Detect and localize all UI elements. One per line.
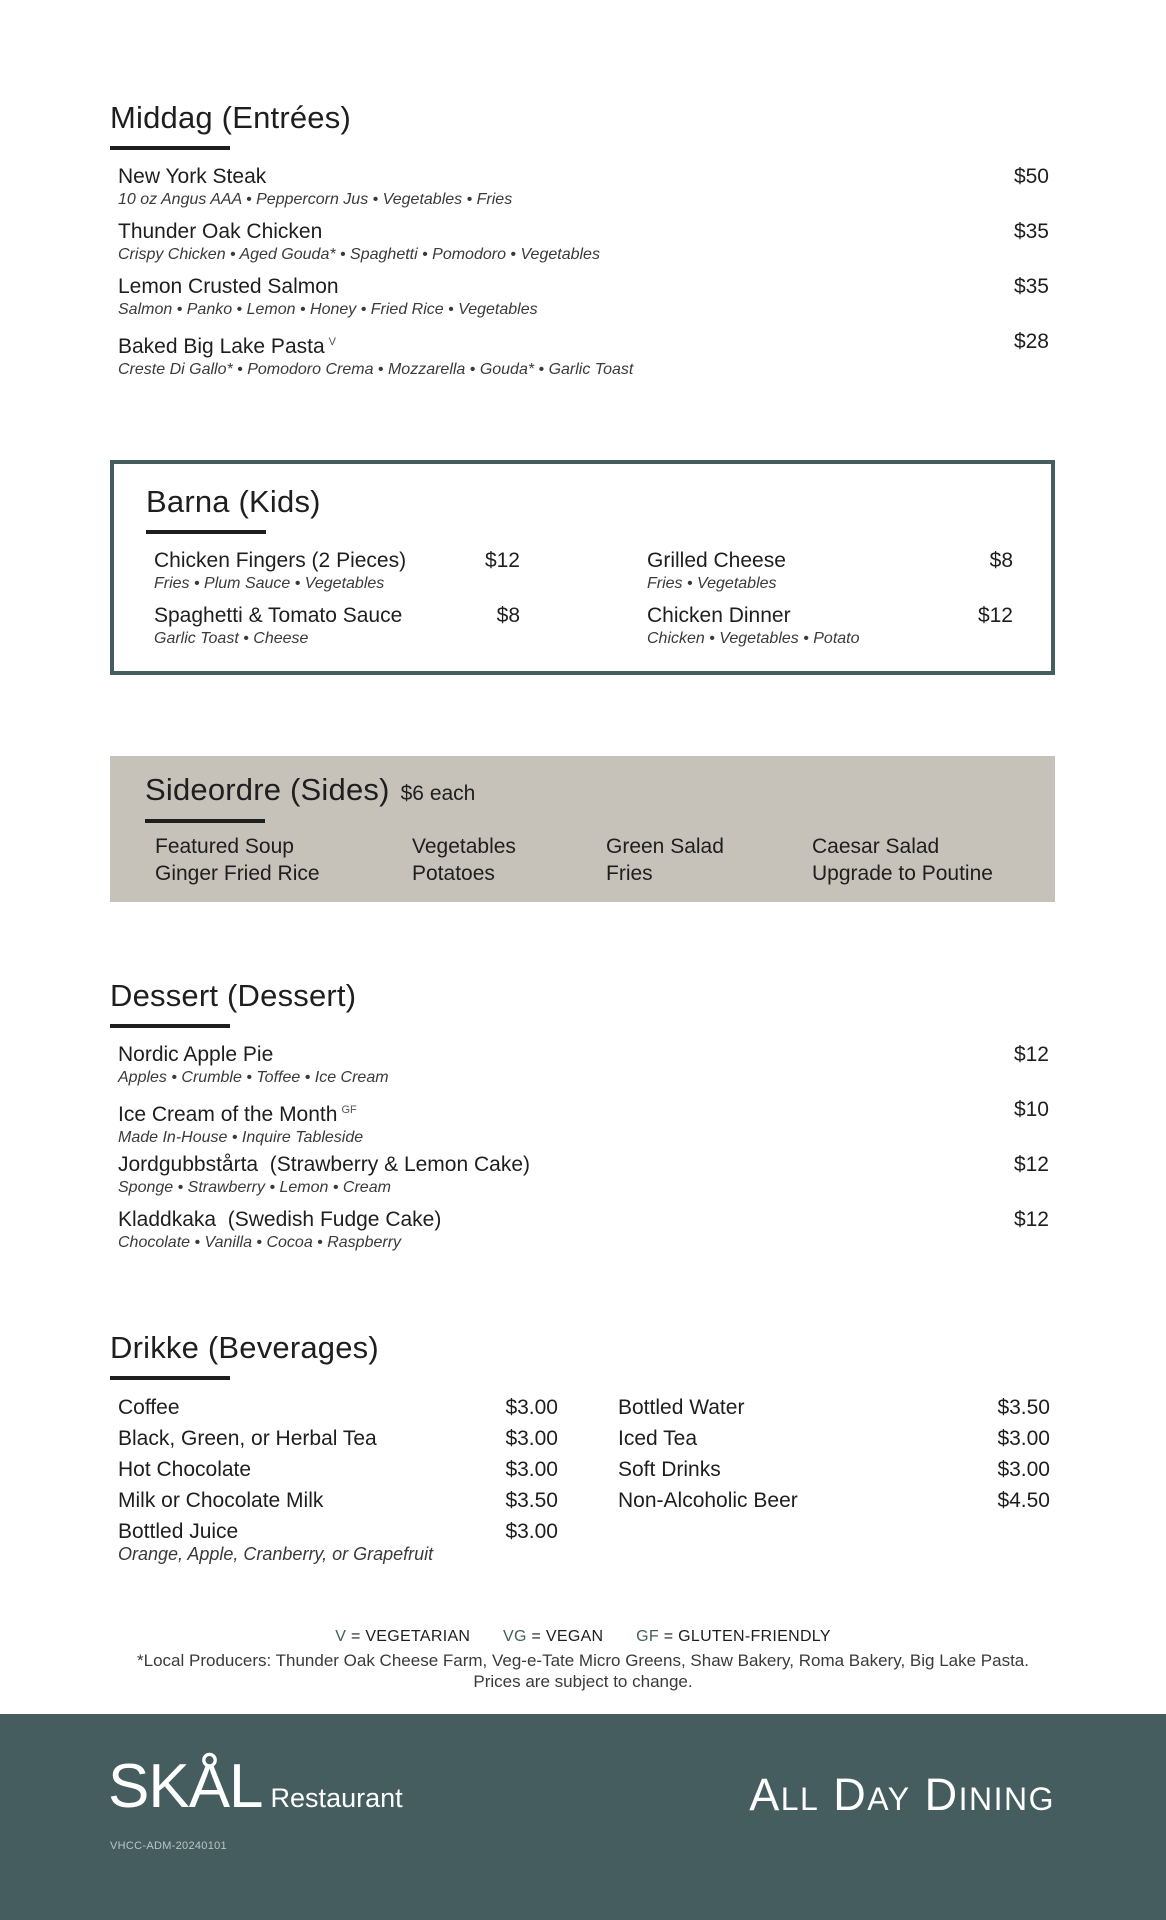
drinks-column-right — [618, 1394, 1050, 1518]
item-name: Baked Big Lake Pasta $^V$ — [118, 335, 336, 358]
tagline: All Day Dining — [749, 1769, 1055, 1820]
side-item: Vegetables — [412, 835, 516, 858]
item-name: Ice Cream of the Month $^{GF}$ — [118, 1103, 357, 1126]
item-description: Garlic Toast • Cheese — [154, 630, 309, 647]
drink-item — [118, 1487, 558, 1518]
section-title: Dessert (Dessert) — [110, 978, 357, 1013]
section-beverages — [110, 1332, 1055, 1574]
drink-price: $3.00 — [505, 1458, 558, 1481]
title-underline — [110, 1376, 230, 1380]
item-description: Made In-House • Inquire Tableside — [118, 1129, 364, 1146]
drink-name: Black, Green, or Herbal Tea — [118, 1427, 377, 1450]
side-item: Green Salad — [606, 835, 724, 858]
side-item: Fries — [606, 862, 653, 885]
item-description: Salmon • Panko • Lemon • Honey • Fried Rice • Vegetables — [118, 301, 538, 318]
drink-item — [618, 1456, 1050, 1487]
menu-item — [639, 548, 1019, 603]
item-price: $8 — [496, 604, 520, 627]
producers-note: *Local Producers: Thunder Oak Cheese Farm, Veg-e-Tate Micro Greens, Shaw Bakery, Roma Bakery, Big Lake Pasta. — [137, 1651, 1029, 1670]
menu-item — [110, 1207, 1055, 1262]
sides-column — [155, 833, 320, 887]
menu-item — [110, 164, 1055, 219]
drink-price: $3.00 — [997, 1427, 1050, 1450]
menu-item — [110, 274, 1055, 329]
item-name: Kladdkaka (Swedish Fudge Cake) — [118, 1208, 442, 1231]
item-price: $12 — [484, 549, 520, 572]
dietary-mark: V — [328, 336, 336, 348]
side-item: Upgrade to Poutine — [812, 862, 993, 885]
item-price: $35 — [1013, 220, 1049, 243]
section-dessert — [110, 980, 1055, 1262]
item-name: Chicken Fingers (2 Pieces) — [154, 549, 407, 572]
legend-row — [0, 1628, 1166, 1646]
section-kids — [110, 460, 1055, 675]
drink-price: $4.50 — [997, 1489, 1050, 1512]
kids-column-right — [639, 548, 1019, 658]
item-price: $8 — [989, 549, 1013, 572]
item-price: $12 — [1013, 1043, 1049, 1066]
drink-name: Iced Tea — [618, 1427, 698, 1450]
drink-item — [618, 1425, 1050, 1456]
drink-item — [118, 1518, 558, 1549]
logo-wordmark: SKÅL — [108, 1752, 263, 1821]
sides-column — [606, 833, 724, 887]
item-price: $28 — [1013, 330, 1049, 353]
item-price: $12 — [1013, 1208, 1049, 1231]
item-price: $12 — [977, 604, 1013, 627]
menu-item — [110, 1152, 1055, 1207]
menu-item — [146, 603, 526, 658]
legend-gluten-friendly: GF = GLUTEN-FRIENDLY — [636, 1628, 831, 1645]
menu-item — [110, 329, 1055, 384]
side-item: Caesar Salad — [812, 835, 940, 858]
document-code: VHCC-ADM-20240101 — [110, 1840, 227, 1852]
item-description: Chocolate • Vanilla • Cocoa • Raspberry — [118, 1234, 402, 1251]
drink-price: $3.00 — [505, 1520, 558, 1543]
drink-price: $3.50 — [505, 1489, 558, 1512]
kids-column-left — [146, 548, 526, 658]
item-description: Creste Di Gallo* • Pomodoro Crema • Mozzarella • Gouda* • Garlic Toast — [118, 361, 634, 378]
side-item: Featured Soup — [155, 835, 294, 858]
item-description: Sponge • Strawberry • Lemon • Cream — [118, 1179, 391, 1196]
dietary-mark: GF — [341, 1104, 357, 1116]
drink-price: $3.00 — [505, 1396, 558, 1419]
item-name: Jordgubbstårta (Strawberry & Lemon Cake) — [118, 1153, 531, 1176]
item-description: Apples • Crumble • Toffee • Ice Cream — [118, 1069, 389, 1086]
drink-item — [118, 1394, 558, 1425]
item-description: Crispy Chicken • Aged Gouda* • Spaghetti • Pomodoro • Vegetables — [118, 246, 600, 263]
prices-note: Prices are subject to change. — [473, 1672, 693, 1691]
title-underline — [110, 146, 230, 150]
drink-name: Soft Drinks — [618, 1458, 721, 1481]
menu-item — [110, 1097, 1055, 1152]
dietary-legend — [0, 1628, 1166, 1692]
title-underline — [146, 530, 266, 534]
drinks-column-left — [118, 1394, 558, 1563]
drink-item — [618, 1487, 1050, 1518]
section-title: Sideordre (Sides) — [145, 772, 390, 807]
section-title: Middag (Entrées) — [110, 100, 351, 135]
menu-item — [110, 219, 1055, 274]
side-item: Ginger Fried Rice — [155, 862, 320, 885]
section-sides — [110, 756, 1055, 902]
item-name: Chicken Dinner — [647, 604, 791, 627]
item-description: Chicken • Vegetables • Potato — [647, 630, 860, 647]
sides-column — [812, 833, 993, 887]
drink-name: Bottled Water — [618, 1396, 745, 1419]
item-price: $50 — [1013, 165, 1049, 188]
drink-name: Milk or Chocolate Milk — [118, 1489, 324, 1512]
item-name: Lemon Crusted Salmon — [118, 275, 339, 298]
item-description: 10 oz Angus AAA • Peppercorn Jus • Vegetables • Fries — [118, 191, 513, 208]
drink-name: Hot Chocolate — [118, 1458, 252, 1481]
item-name: Grilled Cheese — [647, 549, 786, 572]
item-price: $35 — [1013, 275, 1049, 298]
item-name: New York Steak — [118, 165, 267, 188]
drink-price: $3.00 — [997, 1458, 1050, 1481]
drink-name: Non-Alcoholic Beer — [618, 1489, 798, 1512]
menu-item — [639, 603, 1019, 658]
item-name: Spaghetti & Tomato Sauce — [154, 604, 403, 627]
item-price: $12 — [1013, 1153, 1049, 1176]
section-title: Barna (Kids) — [146, 484, 321, 519]
drink-description: Orange, Apple, Cranberry, or Grapefruit — [118, 1544, 434, 1564]
drink-item — [618, 1394, 1050, 1425]
legend-vegetarian: V = VEGETARIAN — [335, 1628, 471, 1645]
drink-name: Bottled Juice — [118, 1520, 239, 1543]
item-description: Fries • Vegetables — [647, 575, 777, 592]
legend-vegan: VG = VEGAN — [503, 1628, 604, 1645]
title-underline — [145, 819, 265, 823]
section-title: Drikke (Beverages) — [110, 1330, 379, 1365]
drink-item — [118, 1456, 558, 1487]
item-price: $10 — [1013, 1098, 1049, 1121]
logo-subtitle: Restaurant — [270, 1783, 403, 1813]
drink-item — [118, 1425, 558, 1456]
title-underline — [110, 1024, 230, 1028]
drink-price: $3.50 — [997, 1396, 1050, 1419]
menu-item — [146, 548, 526, 603]
drink-name: Coffee — [118, 1396, 180, 1419]
sides-column — [412, 833, 516, 887]
footer — [0, 1714, 1166, 1920]
sides-price: $6 each — [400, 782, 476, 805]
item-name: Nordic Apple Pie — [118, 1043, 274, 1066]
restaurant-logo — [108, 1752, 403, 1821]
drink-price: $3.00 — [505, 1427, 558, 1450]
side-item: Potatoes — [412, 862, 495, 885]
section-entrees — [110, 102, 1055, 384]
menu-item — [110, 1042, 1055, 1097]
item-name: Thunder Oak Chicken — [118, 220, 323, 243]
item-description: Fries • Plum Sauce • Vegetables — [154, 575, 385, 592]
